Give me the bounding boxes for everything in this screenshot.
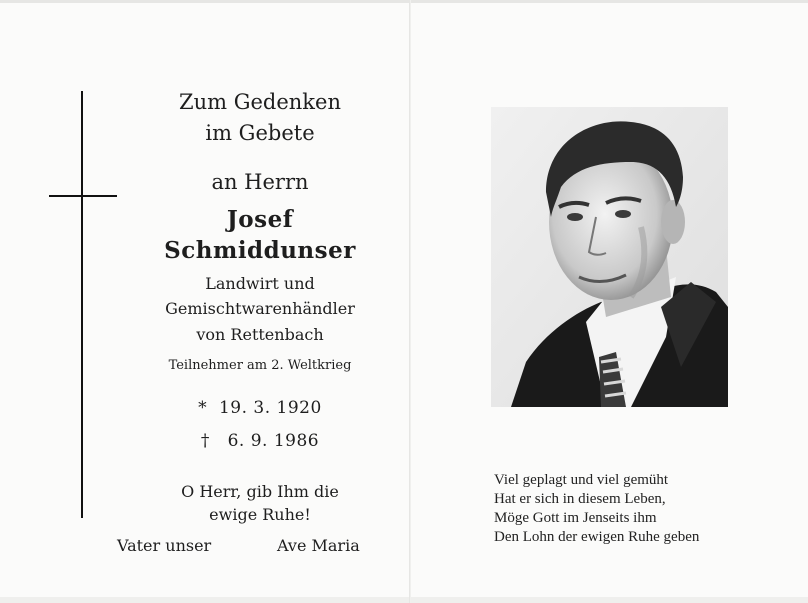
- cross-icon-bar: [49, 195, 117, 197]
- birth-date: 19. 3. 1920: [218, 398, 322, 418]
- birth-date-line: [110, 398, 410, 418]
- occupation-line1: Landwirt und: [205, 274, 315, 293]
- poem-line-4: Den Lohn der ewigen Ruhe geben: [494, 529, 700, 545]
- last-name: Schmiddunser: [164, 237, 356, 264]
- portrait-photo: [491, 107, 728, 407]
- death-date-line: [110, 431, 410, 451]
- prayer-line1: O Herr, gib Ihm die: [181, 482, 339, 501]
- note: Teilnehmer am 2. Weltkrieg: [168, 358, 352, 373]
- cross-icon: [81, 91, 83, 518]
- salutation: an Herrn: [211, 170, 309, 194]
- born-symbol: *: [198, 398, 208, 418]
- first-name: Josef: [226, 206, 294, 233]
- poem-line-3: Möge Gott im Jenseits ihm: [494, 510, 657, 526]
- origin: von Rettenbach: [196, 325, 324, 344]
- heading-line1: Zum Gedenken: [179, 90, 341, 114]
- prayer-vater-unser: Vater unser: [117, 536, 212, 555]
- died-symbol: †: [200, 431, 210, 451]
- heading-line2: im Gebete: [205, 121, 315, 145]
- occupation-line2: Gemischtwarenhändler: [165, 299, 355, 318]
- poem-line-2: Hat er sich in diesem Leben,: [494, 491, 666, 507]
- prayer-ave-maria: Ave Maria: [277, 536, 360, 555]
- death-date: 6. 9. 1986: [227, 431, 320, 451]
- poem: [494, 471, 794, 547]
- poem-line-1: Viel geplagt und viel gemüht: [494, 472, 669, 488]
- prayer-line2: ewige Ruhe!: [209, 505, 311, 524]
